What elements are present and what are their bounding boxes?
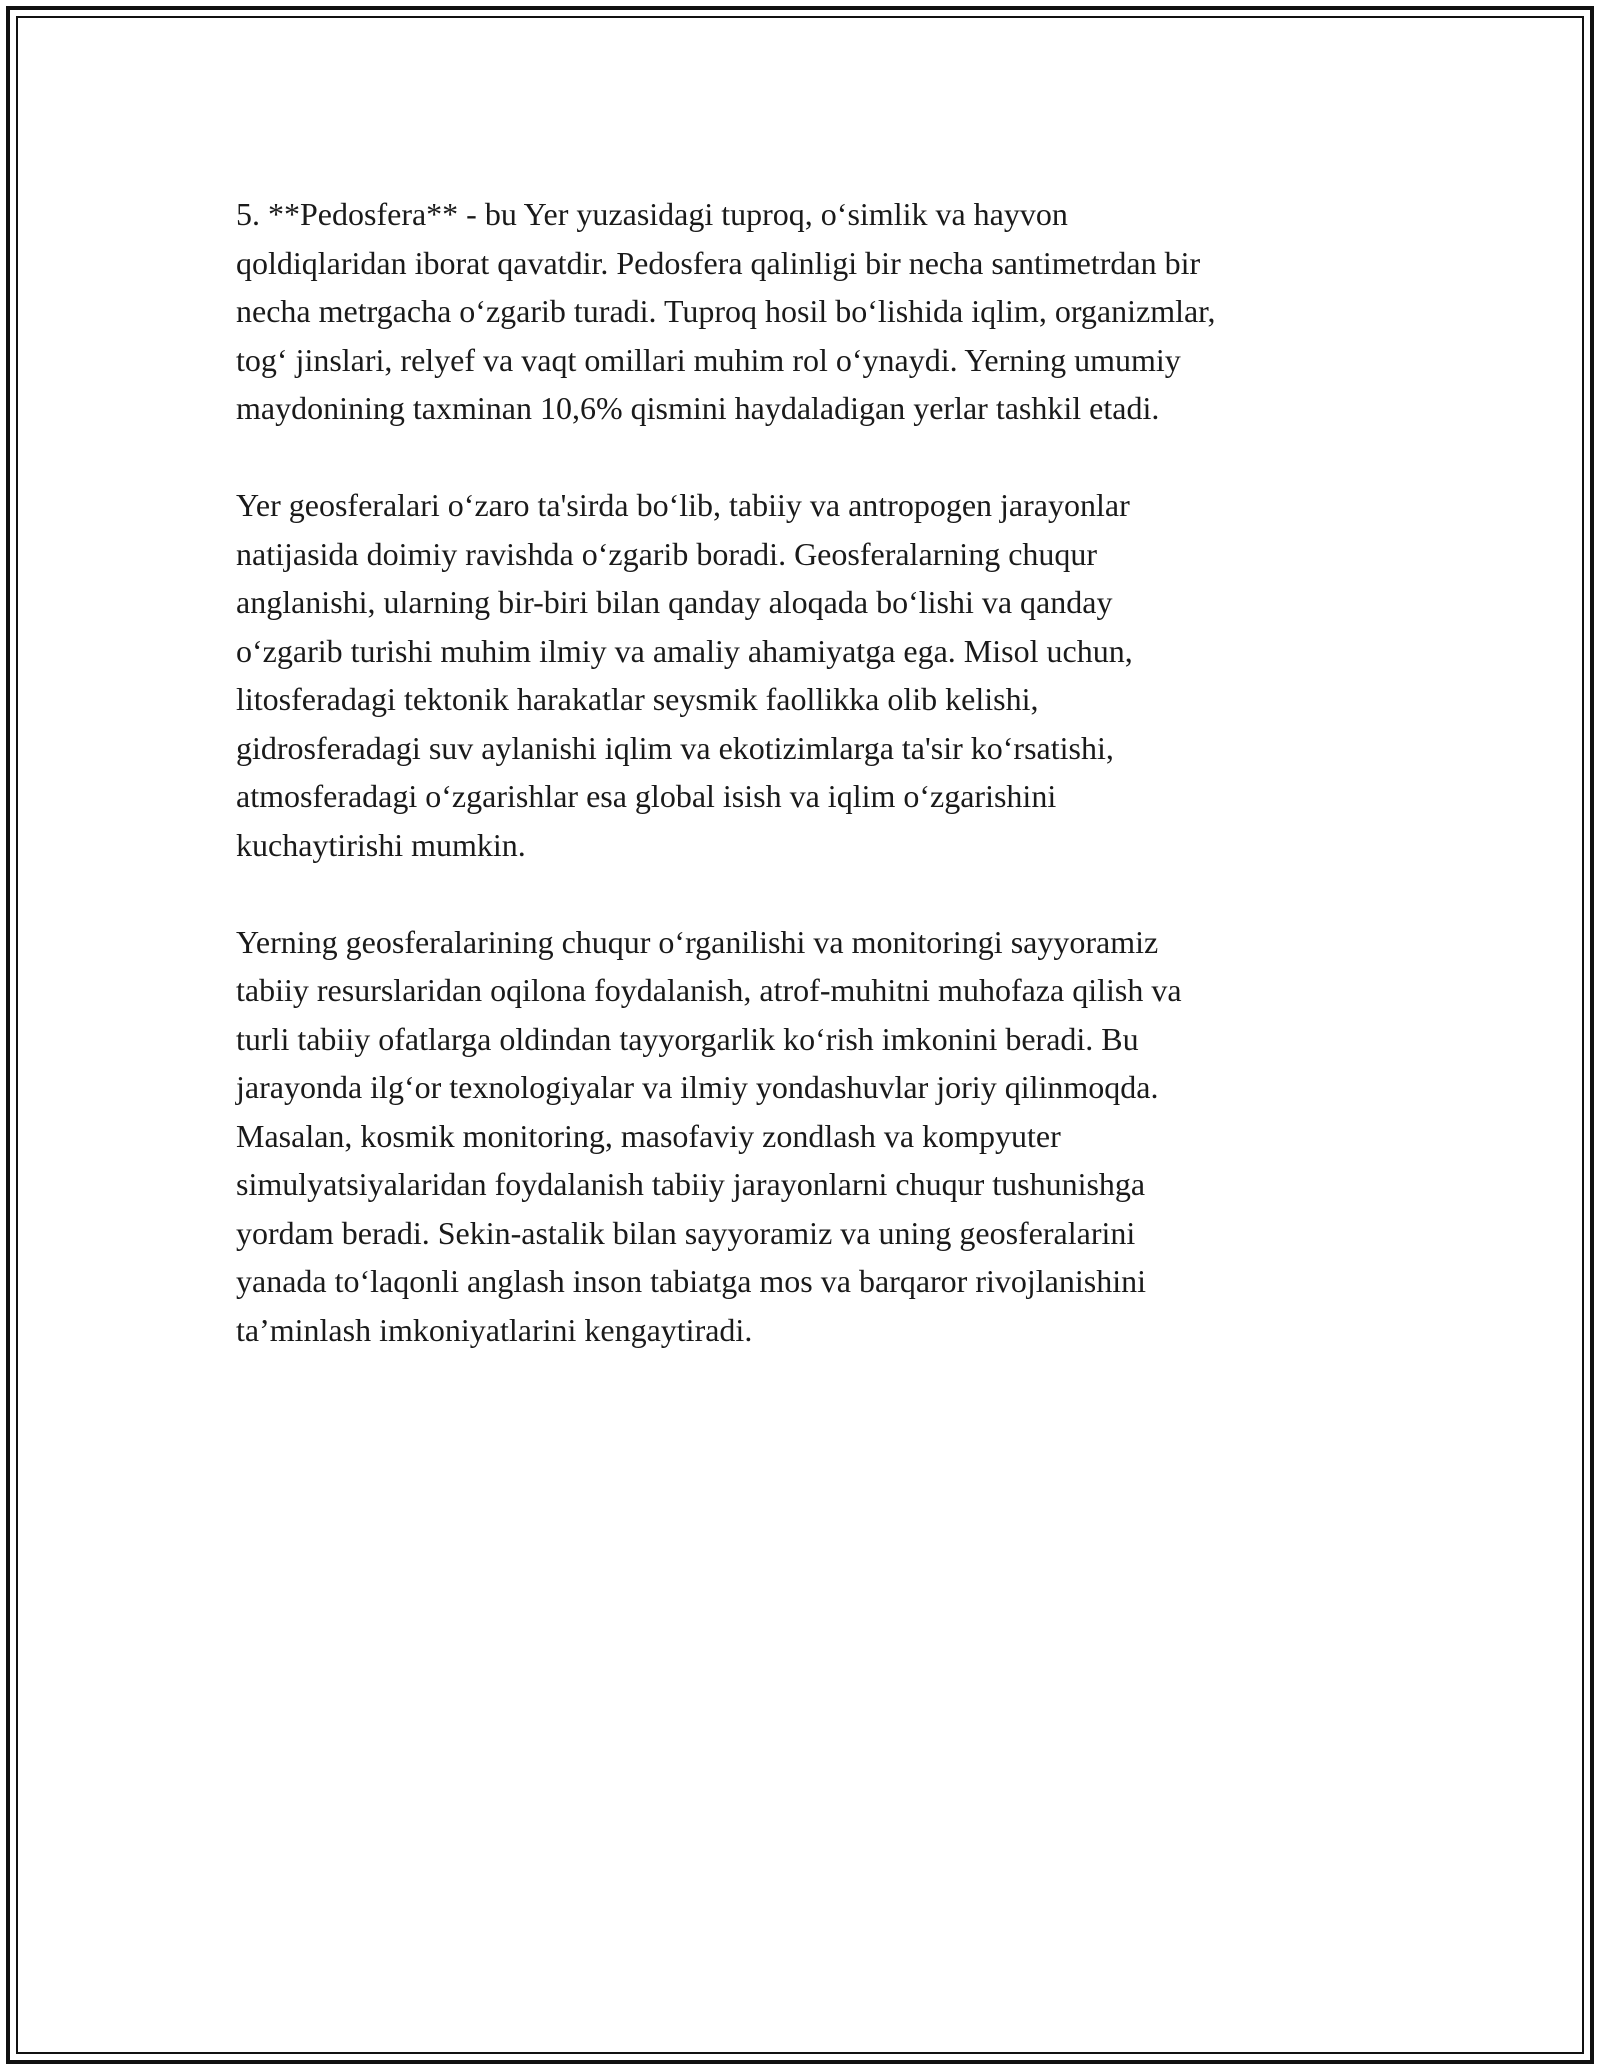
- text-line: Yerning geosferalarining chuqur o‘rganilishi va monitoringi sayyoramiz: [236, 923, 1159, 960]
- text-line: anglanishi, ularning bir-biri bilan qanday aloqada bo‘lishi va qanday: [236, 584, 1113, 620]
- text-line: yanada to‘laqonli anglash inson tabiatga mos va barqaror rivojlanishini: [236, 1263, 1146, 1299]
- text-line: 5. **Pedosfera** - bu Yer yuzasidagi tuproq, o‘simlik va hayvon: [236, 196, 1068, 232]
- paragraph-monitoring: [236, 918, 1386, 1355]
- text-line: ta’minlash imkoniyatlarini kengaytiradi.: [236, 1311, 753, 1348]
- text-line: simulyatsiyalaridan foydalanish tabiiy jarayonlarni chuqur tushunishga: [236, 1166, 1146, 1202]
- text-line: tabiiy resurslaridan oqilona foydalanish, atrof-muhitni muhofaza qilish va: [236, 972, 1182, 1008]
- document-body: [236, 190, 1386, 1403]
- text-line: necha metrgacha o‘zgarib turadi. Tuproq hosil bo‘lishida iqlim, organizmlar,: [236, 293, 1216, 329]
- text-line: maydonining taxminan 10,6% qismini haydaladigan yerlar tashkil etadi.: [236, 390, 1160, 426]
- text-line: turli tabiiy ofatlarga oldindan tayyorgarlik ko‘rish imkonini beradi. Bu: [236, 1020, 1139, 1057]
- text-line: o‘zgarib turishi muhim ilmiy va amaliy ahamiyatga ega. Misol uchun,: [236, 632, 1133, 669]
- paragraph-geosferalar-tasiri: [236, 481, 1386, 869]
- text-line: litosferadagi tektonik harakatlar seysmik faollikka olib kelishi,: [236, 681, 1039, 717]
- text-line: yordam beradi. Sekin-astalik bilan sayyoramiz va uning geosferalarini: [236, 1214, 1136, 1251]
- text-line: qoldiqlaridan iborat qavatdir. Pedosfera qalinligi bir necha santimetrdan bir: [236, 244, 1201, 281]
- text-line: Masalan, kosmik monitoring, masofaviy zondlash va kompyuter: [236, 1117, 1061, 1154]
- text-line: gidrosferadagi suv aylanishi iqlim va ekotizimlarga ta'sir ko‘rsatishi,: [236, 729, 1114, 766]
- text-line: kuchaytirishi mumkin.: [236, 826, 526, 863]
- text-line: tog‘ jinslari, relyef va vaqt omillari muhim rol o‘ynaydi. Yerning umumiy: [236, 341, 1181, 378]
- paragraph-pedosfera: [236, 190, 1386, 433]
- text-line: natijasida doimiy ravishda o‘zgarib boradi. Geosferalarning chuqur: [236, 535, 1098, 572]
- text-line: jarayonda ilg‘or texnologiyalar va ilmiy yondashuvlar joriy qilinmoqda.: [236, 1069, 1159, 1105]
- text-line: atmosferadagi o‘zgarishlar esa global isish va iqlim o‘zgarishini: [236, 778, 1057, 814]
- text-line: Yer geosferalari o‘zaro ta'sirda bo‘lib, tabiiy va antropogen jarayonlar: [236, 487, 1130, 523]
